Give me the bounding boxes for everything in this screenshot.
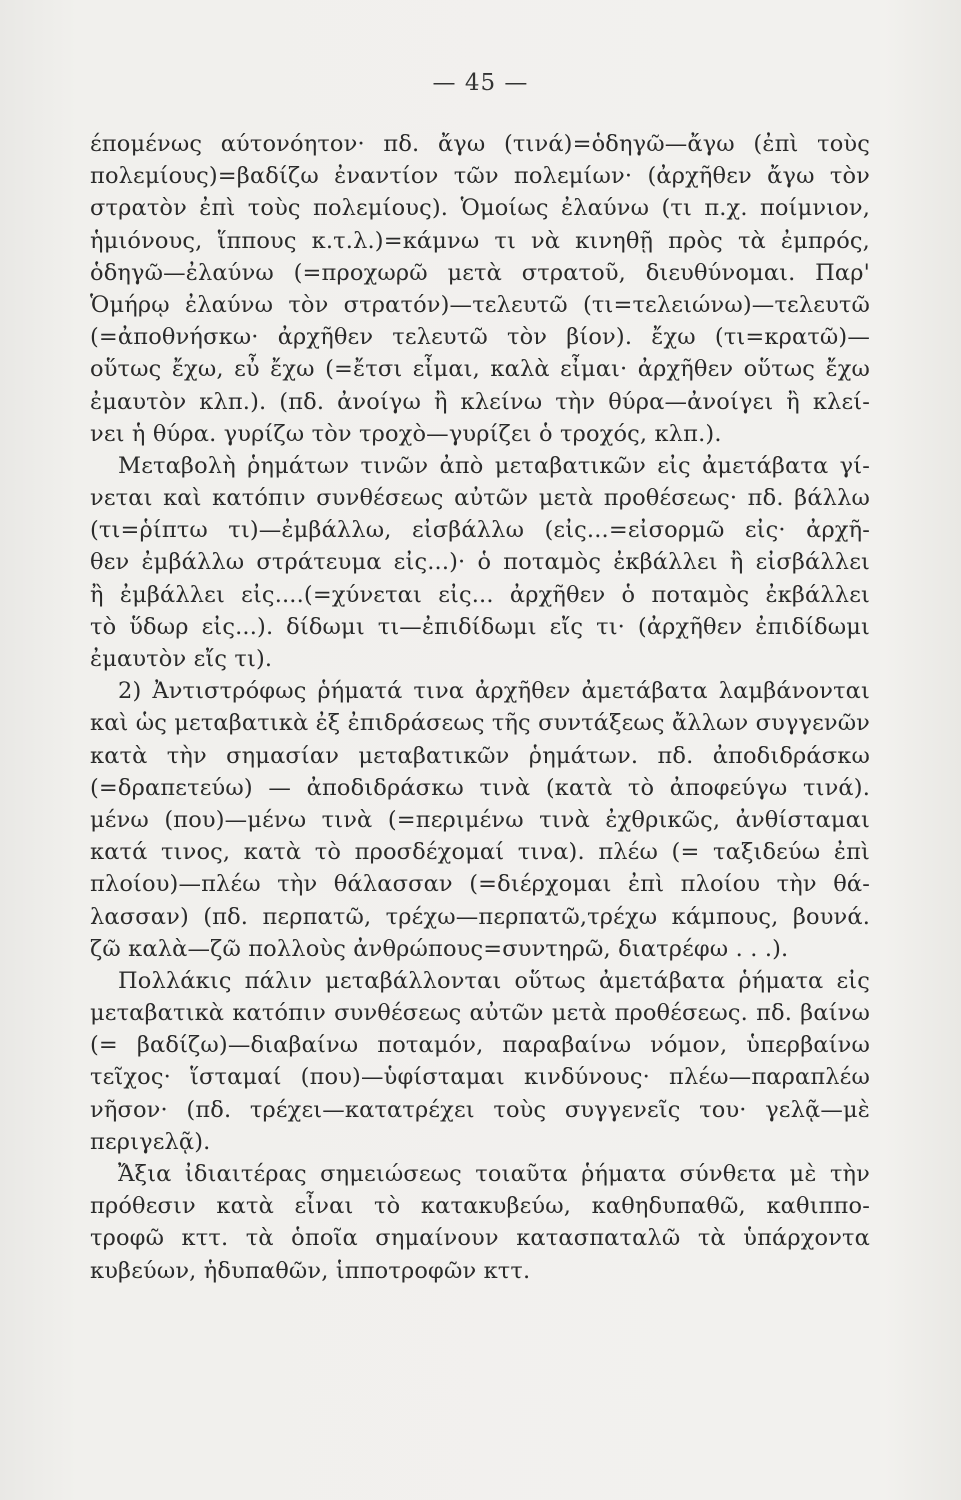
text-line: τεῖχος· ἵσταμαί (που)—ὑφίσταμαι κινδύνους· πλέω—παραπλέω <box>90 1064 870 1091</box>
text-line: ἢ ἐμβάλλει εἰς....(=χύνεται εἰς... ἀρχῆθεν ὁ ποταμὸς ἐκβάλλει <box>90 581 870 608</box>
text-line: ἐμαυτὸν εἴς τι). <box>90 646 273 672</box>
text-line: λασσαν) (πδ. περπατῶ, τρέχω—περπατῶ,τρέχω κάμπους, βουνά. <box>90 903 870 930</box>
text-line: (τι=ῥίπτω τι)—ἐμβάλλω, εἰσβάλλω (εἰς...=εἰσορμῶ εἰς· ἀρχῆ- <box>90 517 870 544</box>
text-line: πρόθεσιν κατὰ εἶναι τὸ κατακυβεύω, καθηδυπαθῶ, καθιππο- <box>90 1193 870 1220</box>
text-line: νει ἡ θύρα. γυρίζω τὸν τροχὸ—γυρίζει ὁ τροχός, κλπ.). <box>90 420 722 447</box>
text-line: τὸ ὕδωρ εἰς...). δίδωμι τι—ἐπιδίδωμι εἴς τι· (ἀρχῆθεν ἐπιδίδωμι <box>90 613 870 640</box>
text-line: κατά τινος, κατὰ τὸ προσδέχομαί τινα). πλέω (= ταξιδεύω ἐπὶ <box>90 839 870 866</box>
text-line: ζῶ καλὰ—ζῶ πολλοὺς ἀνθρώπους=συντηρῶ, διατρέφω . . .). <box>90 935 789 962</box>
text-line: ἐμαυτὸν κλπ.). (πδ. ἀνοίγω ἢ κλείνω τὴν θύρα—ἀνοίγει ἢ κλεί- <box>90 388 870 415</box>
text-line: νεται καὶ κατόπιν συνθέσεως αὐτῶν μετὰ προθέσεως· πδ. βάλλω <box>90 485 870 512</box>
text-line: κυβεύων, ἡδυπαθῶν, ἱπποτροφῶν κττ. <box>90 1257 531 1284</box>
text-line: θεν ἐμβάλλω στράτευμα εἰς...)· ὁ ποταμὸς ἐκβάλλει ἢ εἰσβάλλει <box>90 549 870 576</box>
text-line: πολεμίους)=βαδίζω ἐναντίον τῶν πολεμίων· (ἀρχῆθεν ἄγω τὸν <box>90 163 870 190</box>
body-text <box>90 128 870 1287</box>
text-line: Ἄξια ἰδιαιτέρας σημειώσεως τοιαῦτα ῥήματα σύνθετα μὲ τὴν <box>118 1161 870 1187</box>
text-line: κατὰ τὴν σημασίαν μεταβατικῶν ῥημάτων. πδ. ἀποδιδράσκω <box>90 742 870 769</box>
text-line: 2) Ἀντιστρόφως ῥήματά τινα ἀρχῆθεν ἀμετάβατα λαμβάνονται <box>118 678 870 705</box>
text-line: ὁδηγῶ—ἐλαύνω (=προχωρῶ μετὰ στρατοῦ, διευθύνομαι. Παρ' <box>90 259 870 286</box>
text-line: οὕτως ἔχω, εὖ ἔχω (=ἔτσι εἶμαι, καλὰ εἶμαι· ἀρχῆθεν οὕτως ἔχω <box>90 356 870 383</box>
text-line: μένω (που)—μένω τινὰ (=περιμένω τινὰ ἐχθρικῶς, ἀνθίσταμαι <box>90 806 870 833</box>
text-line: (=ἀποθνήσκω· ἀρχῆθεν τελευτῶ τὸν βίον). ἔχω (τι=κρατῶ)— <box>90 324 870 351</box>
text-line: στρατὸν ἐπὶ τοὺς πολεμίους). Ὁμοίως ἐλαύνω (τι π.χ. ποίμνιον, <box>90 195 870 222</box>
text-line: πλοίου)—πλέω τὴν θάλασσαν (=διέρχομαι ἐπὶ πλοίου τὴν θά- <box>90 871 870 898</box>
text-line: τροφῶ κττ. τὰ ὁποῖα σημαίνουν κατασπαταλῶ τὰ ὑπάρχοντα <box>90 1225 870 1252</box>
page-number: — 45 — <box>432 70 529 96</box>
text-line: καὶ ὡς μεταβατικὰ ἐξ ἐπιδράσεως τῆς συντάξεως ἄλλων συγγενῶν <box>90 710 870 737</box>
text-line: Ὁμήρῳ ἐλαύνω τὸν στρατόν)—τελευτῶ (τι=τελειώνω)—τελευτῶ <box>90 291 870 318</box>
text-line: περιγελᾷ). <box>90 1128 211 1155</box>
text-line: μεταβατικὰ κατόπιν συνθέσεως αὐτῶν μετὰ προθέσεως. πδ. βαίνω <box>90 1000 870 1027</box>
text-line: Μεταβολὴ ῥημάτων τινῶν ἀπὸ μεταβατικῶν εἰς ἀμετάβατα γί- <box>118 452 870 479</box>
text-line: ἡμιόνους, ἵππους κ.τ.λ.)=κάμνω τι νὰ κινηθῇ πρὸς τὰ ἐμπρός, <box>90 227 870 254</box>
text-line: (=δραπετεύω) — ἀποδιδράσκω τινὰ (κατὰ τὸ ἀποφεύγω τινά). <box>90 774 870 801</box>
text-line: έπομένως αύτονόητον· πδ. ἄγω (τινά)=ὁδηγῶ—ἄγω (ἐπὶ τοὺς <box>90 131 870 157</box>
text-line: (= βαδίζω)—διαβαίνω ποταμόν, παραβαίνω νόμον, ὑπερβαίνω <box>90 1032 870 1059</box>
text-line: νῆσον· (πδ. τρέχει—κατατρέχει τοὺς συγγενεῖς του· γελᾷ—μὲ <box>90 1096 870 1123</box>
text-line: Πολλάκις πάλιν μεταβάλλονται οὕτως ἀμετάβατα ῥήματα εἰς <box>118 967 870 994</box>
